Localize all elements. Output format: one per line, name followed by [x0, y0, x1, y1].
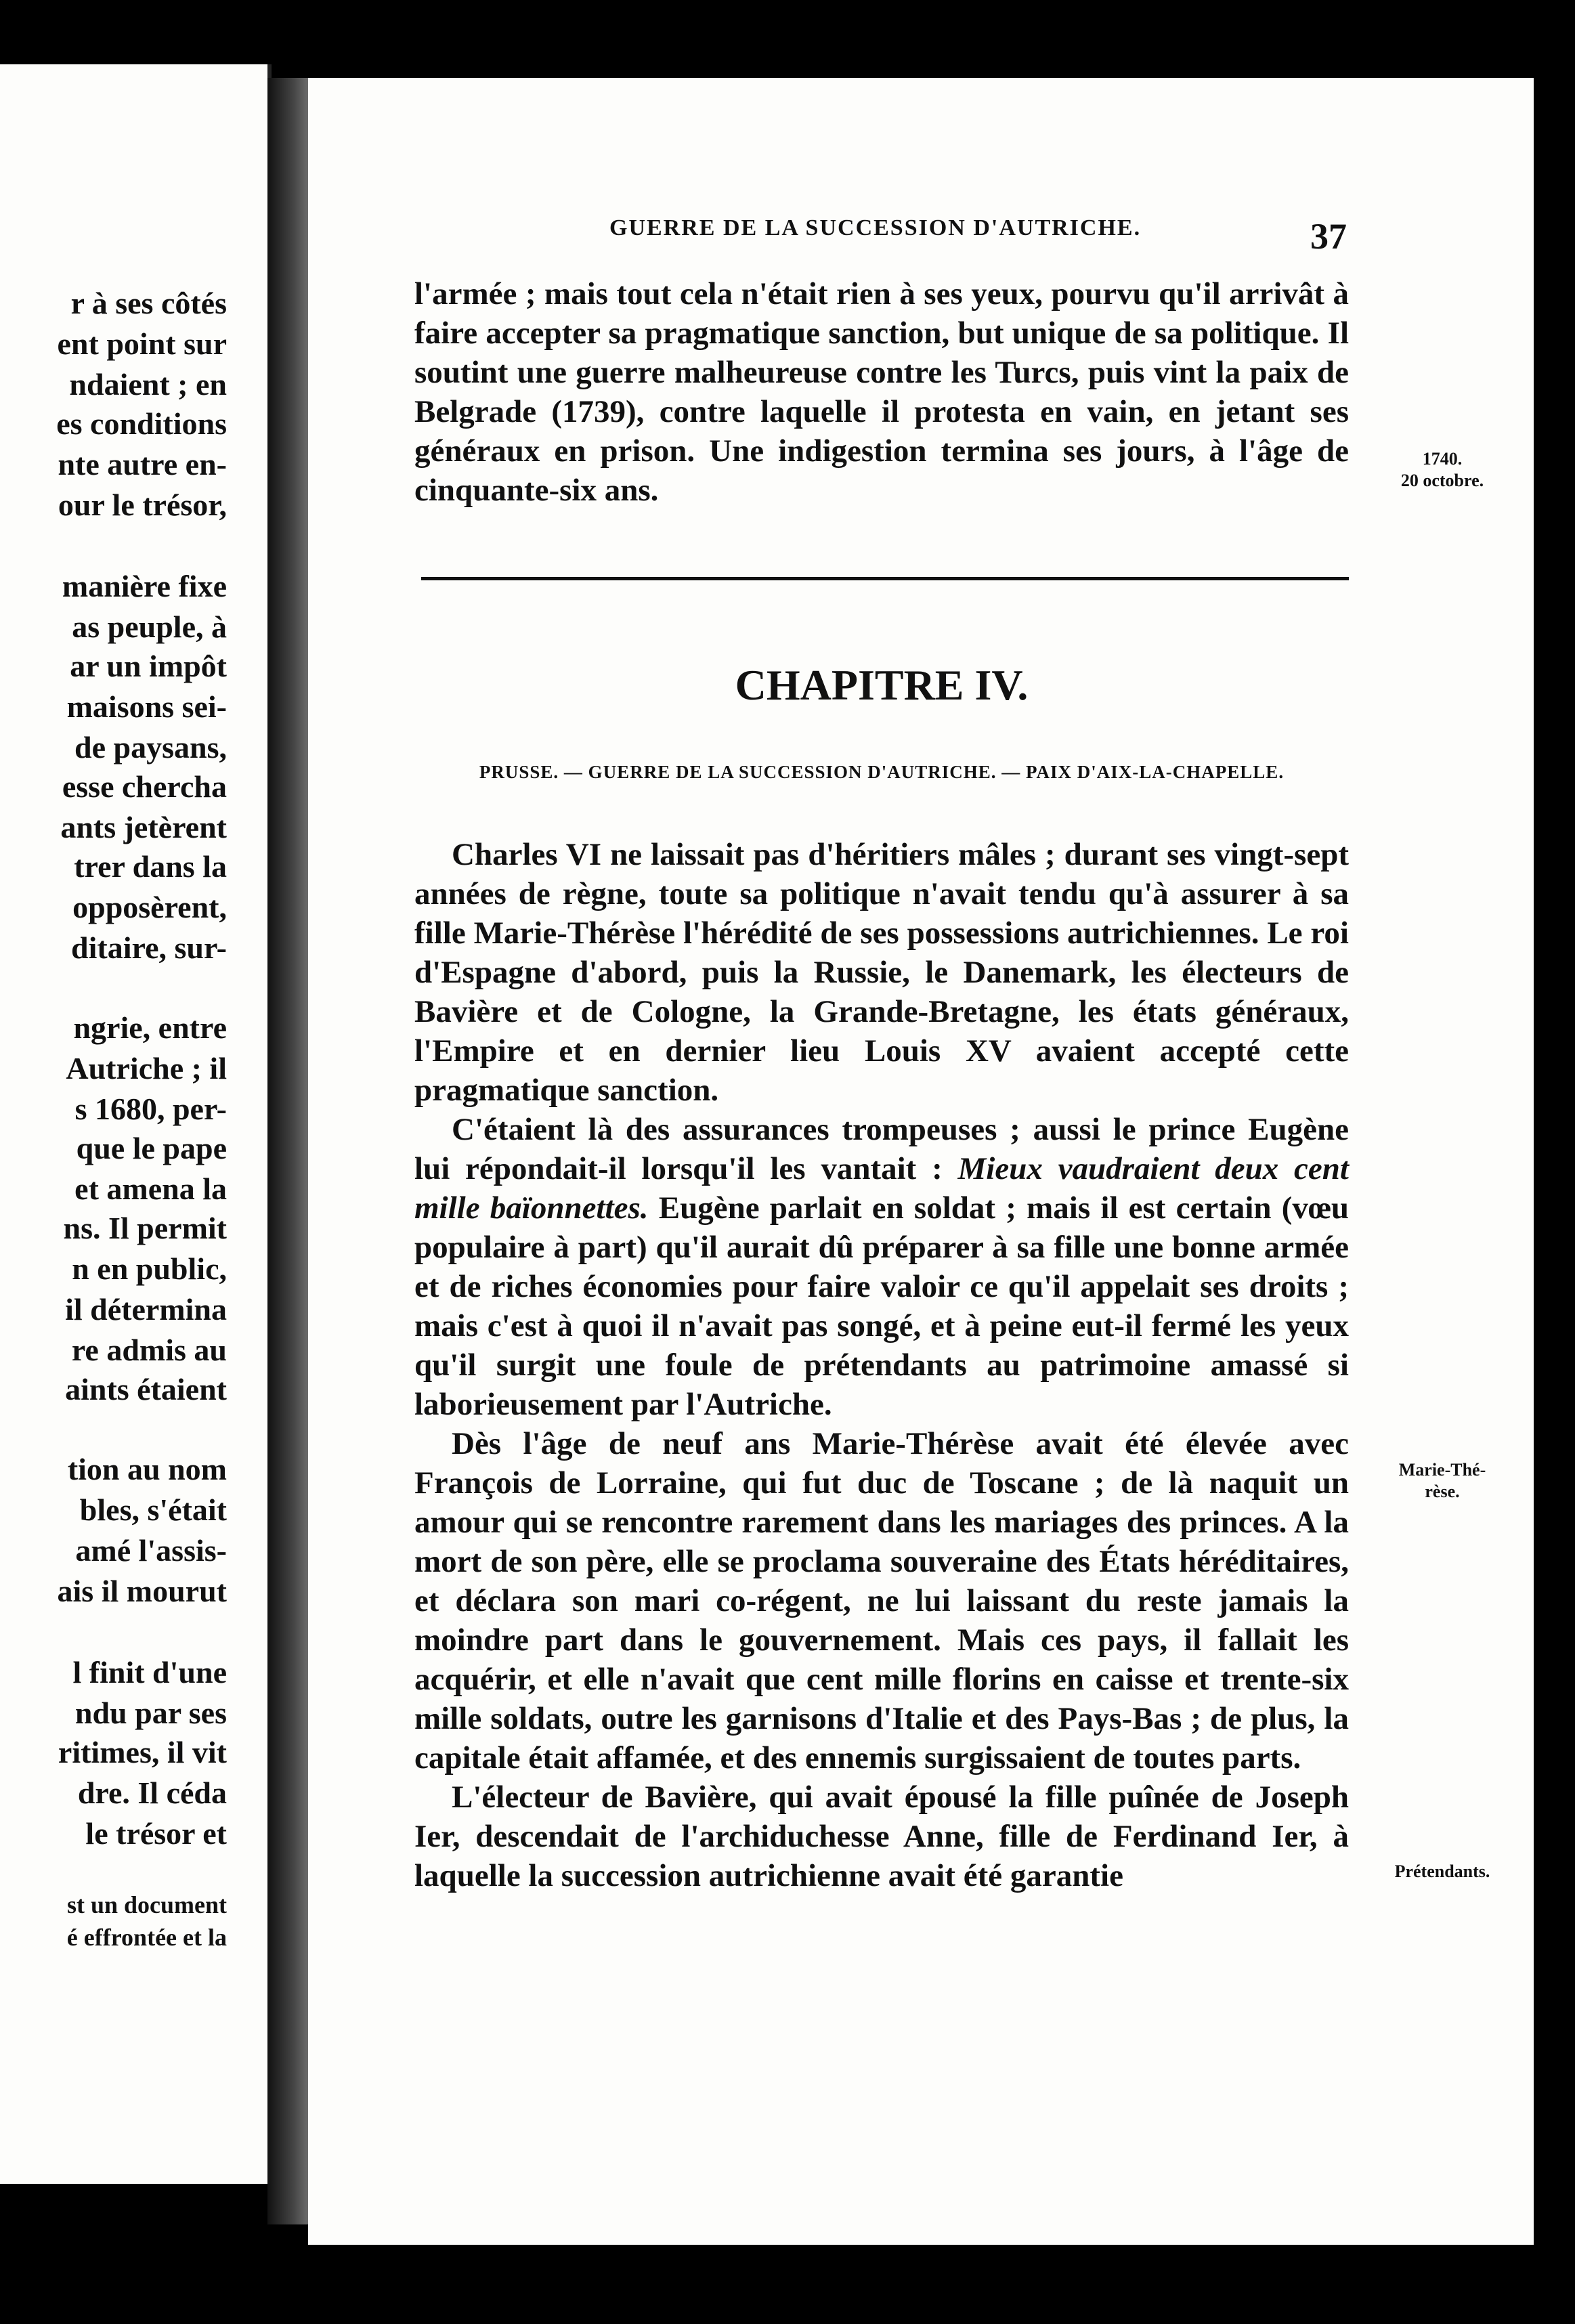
left-page-line: opposèrent, [72, 890, 227, 924]
margin-note-year: 1740. [1422, 449, 1463, 469]
paragraph-eugene-end: Eugène parlait en soldat ; mais il est certain (vœu populaire à part) qu'il aurait dû préparer à sa fille une bonne armée et de riches économies pour faire valoir ce qu'il appelait ses droits ; mais c'est à quoi il n'avait pas songé, et à peine eut-il fermé les yeux qu'il surgit une foule de prétendants au patrimoine amassé si laborieusement par l'Autriche. [414, 1190, 1349, 1422]
left-page-line: ndaient ; en [69, 367, 227, 402]
left-page-line: dre. Il céda [77, 1776, 227, 1810]
eugene-quote: Mieux vaudraient deux cent mille baïonnettes. [414, 1151, 1349, 1226]
left-page-footnote-line: é effrontée et la [66, 1924, 227, 1951]
left-page-line: s 1680, per- [74, 1092, 227, 1126]
left-page-line: l finit d'une [72, 1655, 227, 1690]
left-page-line: ditaire, sur- [71, 930, 227, 965]
left-page-line: n en public, [72, 1251, 227, 1286]
opening-paragraph-block [414, 274, 1349, 510]
margin-note-date [1375, 448, 1510, 492]
left-page-line: our le trésor, [58, 488, 227, 522]
section-rule [421, 577, 1349, 580]
left-page-line: tion au nom [67, 1452, 227, 1486]
opening-paragraph: l'armée ; mais tout cela n'était rien à ses yeux, pourvu qu'il arrivât à faire accepter sa pragmatique sanction, but unique de sa politique. Il soutint une guerre malheureuse contre les Turcs, puis vint la paix de Belgrade (1739), contre laquelle il protesta en vain, en jetant ses généraux en prison. Une indigestion termina ses jours, à l'âge de cinquante-six ans. [414, 276, 1349, 508]
left-page-line: ent point sur [57, 326, 227, 361]
left-page-line: et amena la [74, 1171, 227, 1206]
left-page-line: ndu par ses [74, 1696, 227, 1730]
running-head: GUERRE DE LA SUCCESSION D'AUTRICHE. [609, 215, 1142, 240]
left-page-line: le trésor et [85, 1816, 227, 1851]
left-page-line: ants jetèrent [60, 810, 227, 844]
left-facing-page [0, 64, 272, 2184]
left-page-line: ritimes, il vit [58, 1735, 227, 1769]
chapter-subtitle: PRUSSE. — GUERRE DE LA SUCCESSION D'AUTRICHE. — PAIX D'AIX-LA-CHAPELLE. [479, 762, 1285, 782]
left-page-line: ar un impôt [70, 649, 227, 683]
left-page-line: trer dans la [74, 849, 227, 884]
margin-note-marie-therese-line1: Marie-Thé- [1398, 1460, 1486, 1480]
left-page-line: bles, s'était [79, 1492, 227, 1527]
margin-note-day: 20 octobre. [1400, 471, 1484, 490]
paragraph-eugene-start: C'étaient là des assurances trompeuses ; aussi le prince Eugène lui répondait-il lorsqu'il les vantait : [414, 1112, 1349, 1186]
left-page-line: as peuple, à [72, 609, 227, 644]
left-page-line: ns. Il permit [63, 1211, 227, 1245]
left-page-line: re admis au [71, 1333, 227, 1367]
left-page-line: amé l'assis- [75, 1533, 227, 1568]
left-page-line: maisons sei- [66, 689, 227, 724]
left-page-line: es conditions [56, 406, 227, 441]
chapter-body [414, 835, 1349, 1895]
left-page-line: que le pape [76, 1131, 227, 1165]
margin-note-pretendants: Prétendants. [1394, 1862, 1490, 1881]
left-page-line: ngrie, entre [73, 1010, 227, 1045]
left-page-line: nte autre en- [58, 447, 227, 481]
left-page-line: manière fixe [62, 569, 227, 603]
chapter-title: CHAPITRE IV. [735, 661, 1029, 709]
left-page-footnote-line: st un document [66, 1891, 227, 1918]
paragraph-marie-therese: Dès l'âge de neuf ans Marie-Thérèse avait été élevée avec François de Lorraine, qui fut duc de Toscane ; de là naquit un amour qui se rencontre rarement dans les mariages des princes. A la mort de son père, elle se proclama souveraine des États héréditaires, et déclara son mari co-régent, ne lui laissant du reste jamais la moindre part dans le gouvernement. Mais ces pays, il fallait les acquérir, et elle n'avait que cent mille florins en caisse et trente-six mille soldats, outre les garnisons d'Italie et des Pays-Bas ; de plus, la capitale était affamée, et des ennemis surgissaient de toutes parts. [414, 1426, 1349, 1776]
left-page-line: il détermina [65, 1292, 227, 1327]
paragraph-eugene [414, 1110, 1349, 1424]
left-page-line: ais il mourut [57, 1574, 227, 1608]
page-number: 37 [1310, 216, 1347, 257]
left-page-line: Autriche ; il [66, 1051, 227, 1085]
left-page-line: de paysans, [74, 730, 227, 765]
left-page-line: r à ses côtés [70, 286, 227, 320]
left-page-line: aints étaient [65, 1372, 227, 1406]
margin-note-marie-therese [1375, 1459, 1510, 1503]
paragraph-elector-bavaria: L'électeur de Bavière, qui avait épousé la fille puînée de Joseph Ier, descendait de l'archiduchesse Anne, fille de Ferdinand Ier, à laquelle la succession autrichienne avait été garantie [414, 1780, 1349, 1893]
left-page-line: esse chercha [62, 769, 227, 804]
paragraph-charles-vi: Charles VI ne laissait pas d'héritiers mâles ; durant ses vingt-sept années de règne, toute sa politique n'avait tendu qu'à assurer à sa fille Marie-Thérèse l'hérédité de ses possessions autrichiennes. Le roi d'Espagne d'abord, puis la Russie, le Danemark, les électeurs de Bavière et de Cologne, la Grande-Bretagne, les états généraux, l'Empire et en dernier lieu Louis XV avaient accepté cette pragmatique sanction. [414, 837, 1349, 1108]
margin-note-marie-therese-line2: rèse. [1425, 1482, 1460, 1501]
